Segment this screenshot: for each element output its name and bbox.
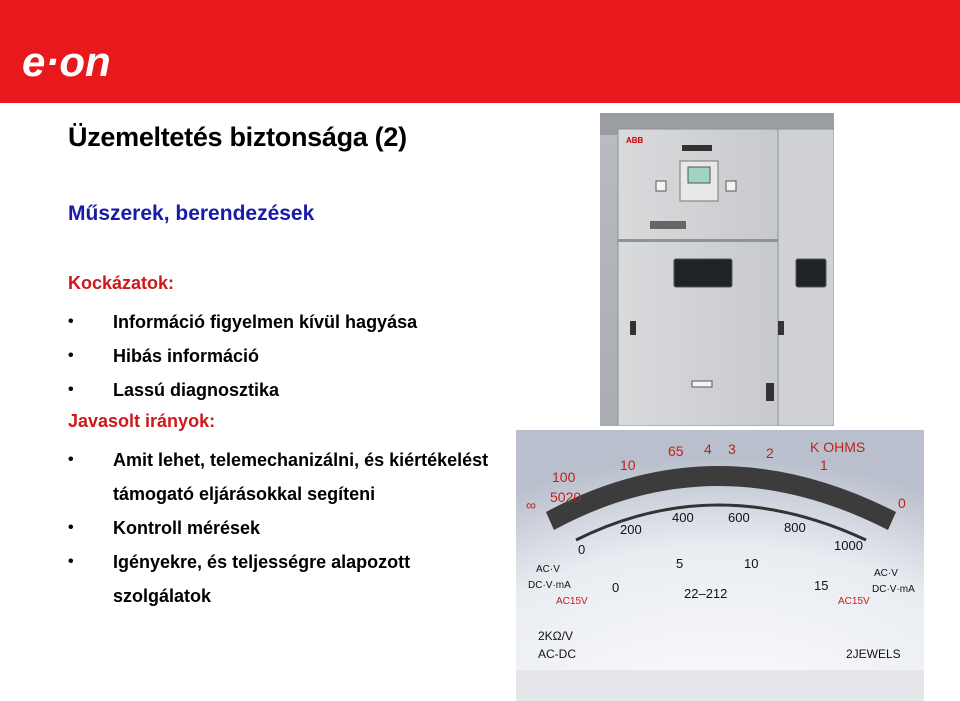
sensitivity-label: 2KΩ/V <box>538 629 573 643</box>
scale-ohm-label: 10 <box>620 457 636 473</box>
left-scale-label: AC·V <box>536 564 560 575</box>
scale-ohm-label: 65 <box>668 443 684 459</box>
multimeter-dial-photo <box>516 430 924 701</box>
scale-ohm-label: ∞ <box>526 497 536 513</box>
scale-ohm-label: 2 <box>766 445 774 461</box>
bullet-icon: • <box>68 313 74 330</box>
range-text: 22–212 <box>684 586 728 601</box>
scale-ohm-label: 3 <box>728 441 736 457</box>
right-scale-label: AC·V <box>874 568 898 579</box>
mode-label: AC-DC <box>538 647 576 661</box>
bullet-icon: • <box>68 451 74 468</box>
recommendations-list <box>68 443 498 613</box>
list-item <box>68 339 417 373</box>
scale-low-label: 15 <box>814 578 829 593</box>
list-item-text: Amit lehet, telemechanizálni, és kiértékelést támogató eljárásokkal segíteni <box>113 450 489 504</box>
list-item-text: Hibás információ <box>113 346 260 366</box>
list-item <box>68 511 498 545</box>
scale-volt-label: 800 <box>784 520 806 535</box>
bullet-icon: • <box>68 381 74 398</box>
right-scale-label: AC15V <box>838 596 870 607</box>
scale-ohm-label: 5020 <box>550 489 582 505</box>
scale-ohm-label: 100 <box>552 469 576 485</box>
bullet-icon: • <box>68 519 74 536</box>
scale-volt-label: 0 <box>578 542 586 557</box>
scale-volt-label: 1000 <box>834 538 863 553</box>
recommendations-label: Javasolt irányok: <box>68 411 216 431</box>
scale-low-label: 10 <box>744 556 759 571</box>
list-item-text: Igényekre, és teljességre alapozott szolgálatok <box>113 552 411 606</box>
eon-logo <box>22 40 152 84</box>
scale-low-label: 5 <box>676 556 684 571</box>
list-item <box>68 305 417 339</box>
cabinet-brand: ABB <box>626 136 644 145</box>
scale-ohm-label: 1 <box>820 457 828 473</box>
left-scale-label: AC15V <box>556 596 588 607</box>
scale-volt-label: 200 <box>620 522 642 537</box>
switchgear-cabinet-photo <box>600 113 834 426</box>
list-item <box>68 443 498 511</box>
scale-volt-label: 600 <box>728 510 750 525</box>
list-item <box>68 373 417 407</box>
bullet-icon: • <box>68 347 74 364</box>
page-title: Üzemeltetés biztonsága (2) <box>68 122 407 152</box>
list-item <box>68 545 498 613</box>
list-item-text: Kontroll mérések <box>113 518 261 538</box>
jewels-label: 2JEWELS <box>846 647 901 661</box>
bullet-icon: • <box>68 553 74 570</box>
scale-ohm-label: 4 <box>704 441 712 457</box>
list-item-text: Információ figyelmen kívül hagyása <box>113 312 418 332</box>
left-scale-label: DC·V·mA <box>528 580 571 591</box>
risks-label: Kockázatok: <box>68 273 175 293</box>
list-item-text: Lassú diagnosztika <box>113 380 280 400</box>
scale-volt-label: 400 <box>672 510 694 525</box>
scale-ohm-label: K OHMS <box>810 439 866 455</box>
scale-low-label: 0 <box>612 580 620 595</box>
page-subtitle: Műszerek, berendezések <box>68 202 315 225</box>
right-scale-label: DC·V·mA <box>872 584 915 595</box>
risks-list <box>68 305 417 407</box>
header-bar <box>0 0 960 103</box>
logo-text: e·on <box>22 40 111 84</box>
scale-ohm-label: 0 <box>898 495 906 511</box>
